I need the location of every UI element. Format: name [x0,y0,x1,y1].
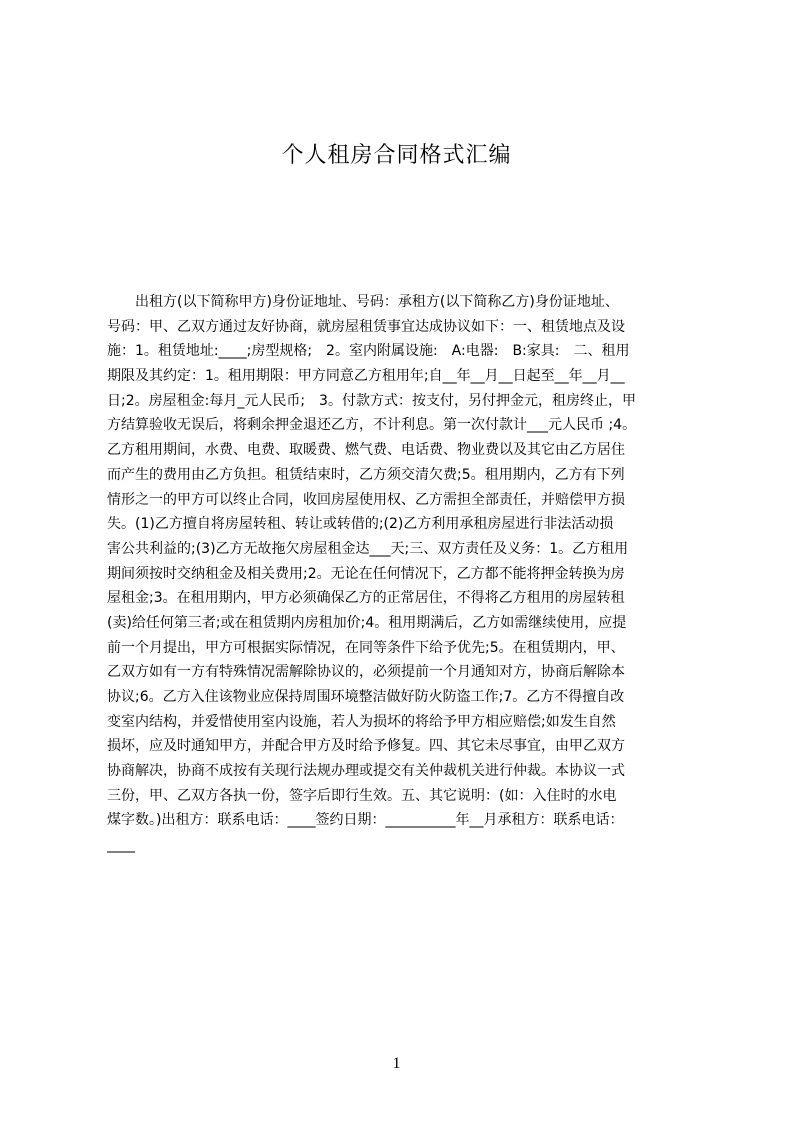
body-line: 乙方租用期间，水费、电费、取暖费、燃气费、电话费、物业费以及其它由乙方居住 [107,442,625,459]
document-title: 个人租房合同格式汇编 [281,143,512,168]
body-line: 而产生的费用由乙方负担。租赁结束时，乙方须交清欠费;5。租用期内，乙方有下列 [107,466,625,483]
body-line: (卖)给任何第三者;或在租赁期内房租加价;4。租用期满后，乙方如需继续使用，应提 [107,614,627,631]
body-line: ____ [107,837,135,854]
body-line: 乙双方如有一方有特殊情况需解除协议的，必须提前一个月通知对方，协商后解除本 [107,664,625,681]
body-line: 方结算验收无误后，将剩余押金退还乙方，不计利息。第一次付款计___元人民币 ;4。 [107,417,637,434]
page-number: 1 [392,1055,401,1072]
body-line: 失。(1)乙方擅自将房屋转租、转让或转借的;(2)乙方利用承租房屋进行非法活动损 [107,516,614,533]
body-line: 变室内结构，并爱惜使用室内设施，若人为损坏的将给予甲方相应赔偿;如发生自然 [107,713,616,730]
body-line: 屋租金;3。在租用期内，甲方必须确保乙方的正常居住，不得将乙方租用的房屋转租 [107,590,625,607]
body-line: 号码：甲、乙双方通过友好协商，就房屋租赁事宜达成协议如下：一、租赁地点及设 [107,318,625,335]
body-line: 前一个月提出，甲方可根据实际情况，在同等条件下给予优先;5。在租赁期内，甲、 [107,639,625,656]
body-line: 日;2。房屋租金:每月_元人民币; 3。付款方式：按支付，另付押金元，租房终止，甲 [107,392,636,409]
body-line: 协商解决，协商不成按有关现行法规办理或提交有关仲裁机关进行仲裁。本协议一式 [107,763,625,780]
body-line: 出租方(以下简称甲方)身份证地址、号码：承租方(以下简称乙方)身份证地址、 [107,294,619,310]
body-line: 煤字数。)出租方：联系电话：____签约日期：__________年__月承租方：联系电话： [107,812,624,829]
body-line: 期限及其约定：1。租用期限：甲方同意乙方租用年;自__年__月__日起至__年__月__ [107,368,625,385]
body-line: 害公共利益的;(3)乙方无故拖欠房屋租金达___天;三、双方责任及义务：1。乙方租用 [107,540,629,557]
body-line: 协议;6。乙方入住该物业应保持周围环境整洁做好防火防盗工作;7。乙方不得擅自改 [107,689,625,705]
contract-body [107,290,697,910]
body-line: 损坏，应及时通知甲方，并配合甲方及时给予修复。四、其它未尽事宜，由甲乙双方 [107,738,625,755]
body-line: 施：1。租赁地址:____;房型规格; 2。室内附属设施: A:电器: B:家具: 二、租用 [107,343,630,360]
body-line: 三份，甲、乙双方各执一份，签字后即行生效。五、其它说明：(如：入住时的水电 [107,787,617,804]
body-line: 期间须按时交纳租金及相关费用;2。无论在任何情况下，乙方都不能将押金转换为房 [107,565,625,582]
body-line: 情形之一的甲方可以终止合同，收回房屋使用权、乙方需担全部责任，并赔偿甲方损 [107,491,625,508]
